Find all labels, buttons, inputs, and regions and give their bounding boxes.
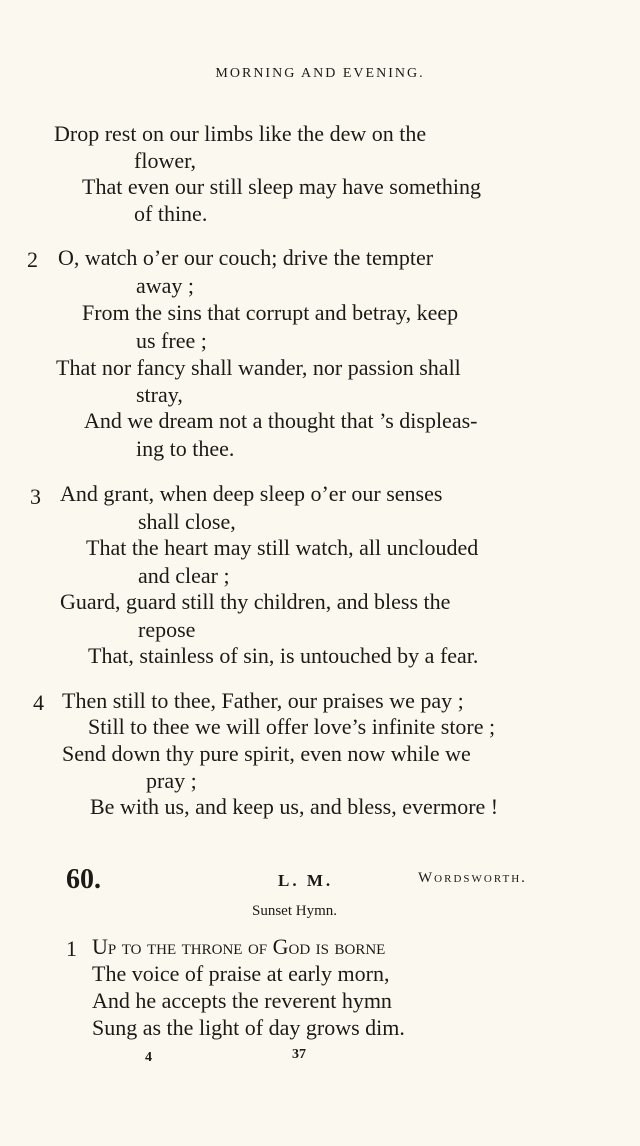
stanza3-line-1: And grant, when deep sleep o’er our senses xyxy=(60,481,443,506)
stanza4-number: 4 xyxy=(33,690,44,715)
stanza4-line-4: pray ; xyxy=(146,768,197,793)
stanza2-line-6: stray, xyxy=(136,382,183,407)
stanza3-line-3: That the heart may still watch, all unclouded xyxy=(86,535,479,560)
stanza3-number: 3 xyxy=(30,484,41,509)
stanza4-line-2: Still to thee we will offer love’s infinite store ; xyxy=(88,714,496,739)
hymn-line-3: And he accepts the reverent hymn xyxy=(92,988,392,1013)
hymn-title: Sunset Hymn. xyxy=(252,903,338,919)
stanza2-line-3: From the sins that corrupt and betray, keep xyxy=(82,300,459,325)
hymn-line-2: The voice of praise at early morn, xyxy=(92,961,390,986)
stanza1-line-1: Drop rest on our limbs like the dew on the xyxy=(54,121,427,146)
hymn-line-1 xyxy=(92,933,385,960)
hymn-author: Wordsworth. xyxy=(418,870,527,886)
running-header: MORNING AND EVENING. xyxy=(215,66,425,81)
stanza3-line-2: shall close, xyxy=(138,509,236,534)
stanza2-line-1: O, watch o’er our couch; drive the tempter xyxy=(58,245,434,270)
stanza3-line-6: repose xyxy=(138,617,196,642)
stanza1-line-3: That even our still sleep may have something xyxy=(82,174,481,199)
hymn-line-4: Sung as the light of day grows dim. xyxy=(92,1015,405,1040)
hymn-line-1-text: Up to the throne of God is borne xyxy=(92,934,386,959)
stanza4-line-5: Be with us, and keep us, and bless, evermore ! xyxy=(90,794,499,819)
page-number: 37 xyxy=(292,1047,306,1062)
stanza1-line-2: flower, xyxy=(134,148,197,173)
stanza1-line-4: of thine. xyxy=(134,201,208,226)
stanza3-line-7: That, stainless of sin, is untouched by a fear. xyxy=(88,643,479,668)
stanza4-line-1: Then still to thee, Father, our praises we pay ; xyxy=(62,688,464,713)
stanza2-line-4: us free ; xyxy=(136,328,207,353)
hymn-verse-number: 1 xyxy=(66,936,77,961)
signature-mark: 4 xyxy=(145,1050,152,1065)
hymn-number: 60. xyxy=(66,864,101,895)
stanza2-line-2: away ; xyxy=(136,273,195,298)
stanza2-number: 2 xyxy=(27,247,38,272)
stanza3-line-5: Guard, guard still thy children, and bless the xyxy=(60,589,451,614)
stanza2-line-8: ing to thee. xyxy=(136,436,235,461)
stanza2-line-7: And we dream not a thought that ’s displeas- xyxy=(84,408,478,433)
stanza2-line-5: That nor fancy shall wander, nor passion shall xyxy=(56,355,461,380)
stanza4-line-3: Send down thy pure spirit, even now while we xyxy=(62,741,471,766)
hymn-meter: L. M. xyxy=(278,871,334,890)
stanza3-line-4: and clear ; xyxy=(138,563,230,588)
